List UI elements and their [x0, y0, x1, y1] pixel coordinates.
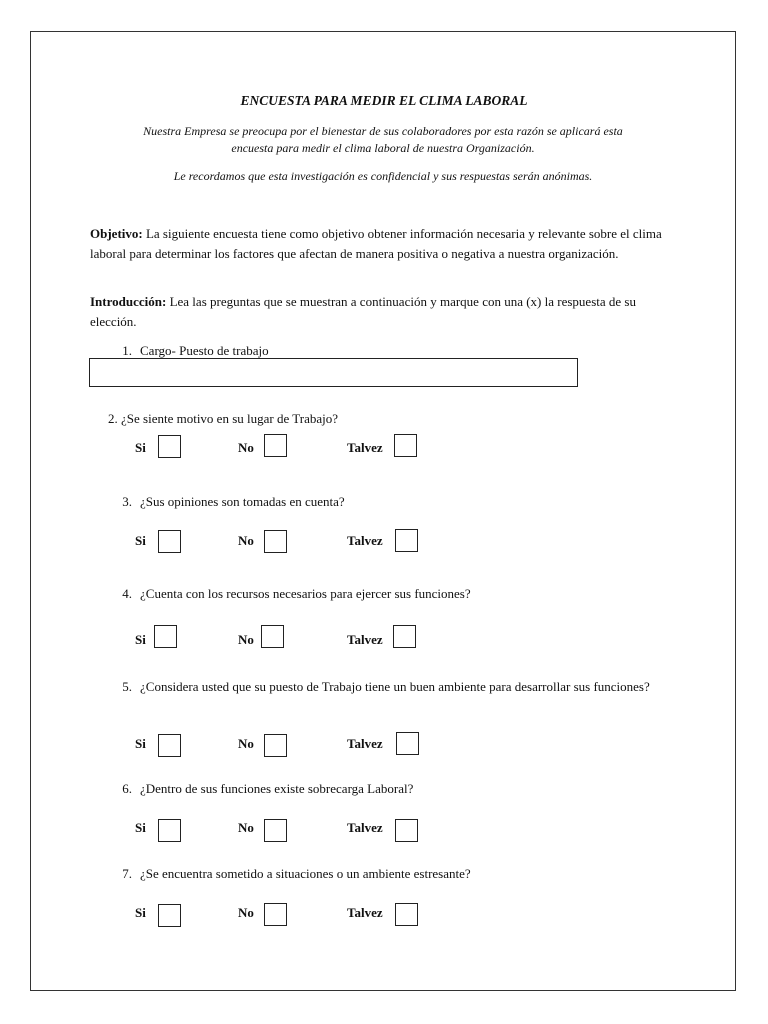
option-label-no: No	[238, 533, 254, 548]
q4-si-checkbox[interactable]	[154, 625, 177, 648]
question-number: 6.	[122, 781, 132, 796]
question-3	[108, 493, 345, 511]
question-4	[108, 585, 471, 603]
option-label-no: No	[238, 905, 254, 920]
question-text: Cargo- Puesto de trabajo	[140, 343, 269, 358]
question-number: 4.	[122, 586, 132, 601]
q7-talvez-checkbox[interactable]	[395, 903, 418, 926]
option-label-talvez: Talvez	[347, 905, 383, 920]
survey-title: ENCUESTA PARA MEDIR EL CLIMA LABORAL	[240, 93, 528, 108]
intro-text	[100, 123, 666, 157]
option-label-si: Si	[135, 533, 146, 548]
option-label-talvez: Talvez	[347, 632, 383, 647]
q3-si-checkbox[interactable]	[158, 530, 181, 553]
intro-line-2: encuesta para medir el clima laboral de nuestra Organización.	[231, 141, 535, 155]
option-label-no: No	[238, 736, 254, 751]
q2-no-checkbox[interactable]	[264, 434, 287, 457]
option-label-no: No	[238, 440, 254, 455]
objective-label: Objetivo:	[90, 226, 143, 241]
question-text: ¿Se siente motivo en su lugar de Trabajo?	[121, 411, 338, 426]
option-label-no: No	[238, 632, 254, 647]
option-label-talvez: Talvez	[347, 533, 383, 548]
confidentiality-note: Le recordamos que esta investigación es confidencial y sus respuestas serán anónimas.	[173, 169, 593, 183]
q5-talvez-checkbox[interactable]	[396, 732, 419, 755]
q7-no-checkbox[interactable]	[264, 903, 287, 926]
question-text: ¿Considera usted que su puesto de Trabajo tiene un buen ambiente para desarrollar sus funciones?	[140, 679, 650, 694]
option-label-no: No	[238, 820, 254, 835]
question-text: ¿Dentro de sus funciones existe sobrecarga Laboral?	[140, 781, 414, 796]
question-7	[108, 865, 471, 883]
q6-si-checkbox[interactable]	[158, 819, 181, 842]
introduction-text: Lea las preguntas que se muestran a continuación y marque con una (x) la respuesta de su elección.	[90, 294, 636, 329]
question-number: 2.	[108, 411, 118, 426]
question-text: ¿Cuenta con los recursos necesarios para ejercer sus funciones?	[140, 586, 471, 601]
job-position-input[interactable]	[89, 358, 578, 387]
question-2	[108, 410, 338, 428]
q6-talvez-checkbox[interactable]	[395, 819, 418, 842]
q6-no-checkbox[interactable]	[264, 819, 287, 842]
question-number: 7.	[122, 866, 132, 881]
q2-si-checkbox[interactable]	[158, 435, 181, 458]
question-5	[108, 678, 688, 696]
option-label-si: Si	[135, 632, 146, 647]
intro-line-1: Nuestra Empresa se preocupa por el bienestar de sus colaboradores por esta razón se aplicará esta	[143, 124, 623, 138]
question-6	[108, 780, 413, 798]
option-label-talvez: Talvez	[347, 736, 383, 751]
objective-text: La siguiente encuesta tiene como objetivo obtener información necesaria y relevante sobre el clima laboral para determinar los factores que afectan de manera positiva o negativa a nuestra organización.	[90, 226, 662, 261]
question-number: 5.	[122, 679, 132, 694]
option-label-si: Si	[135, 440, 146, 455]
question-text: ¿Sus opiniones son tomadas en cuenta?	[140, 494, 345, 509]
option-label-talvez: Talvez	[347, 820, 383, 835]
option-label-talvez: Talvez	[347, 440, 383, 455]
option-label-si: Si	[135, 736, 146, 751]
q5-no-checkbox[interactable]	[264, 734, 287, 757]
question-text: ¿Se encuentra sometido a situaciones o un ambiente estresante?	[140, 866, 471, 881]
introduction-paragraph	[90, 292, 680, 332]
option-label-si: Si	[135, 905, 146, 920]
q7-si-checkbox[interactable]	[158, 904, 181, 927]
objective-paragraph	[90, 224, 680, 264]
introduction-label: Introducción:	[90, 294, 167, 309]
q3-talvez-checkbox[interactable]	[395, 529, 418, 552]
question-number: 3.	[122, 494, 132, 509]
option-label-si: Si	[135, 820, 146, 835]
q4-no-checkbox[interactable]	[261, 625, 284, 648]
question-number: 1.	[122, 343, 132, 358]
q2-talvez-checkbox[interactable]	[394, 434, 417, 457]
q5-si-checkbox[interactable]	[158, 734, 181, 757]
q3-no-checkbox[interactable]	[264, 530, 287, 553]
q4-talvez-checkbox[interactable]	[393, 625, 416, 648]
